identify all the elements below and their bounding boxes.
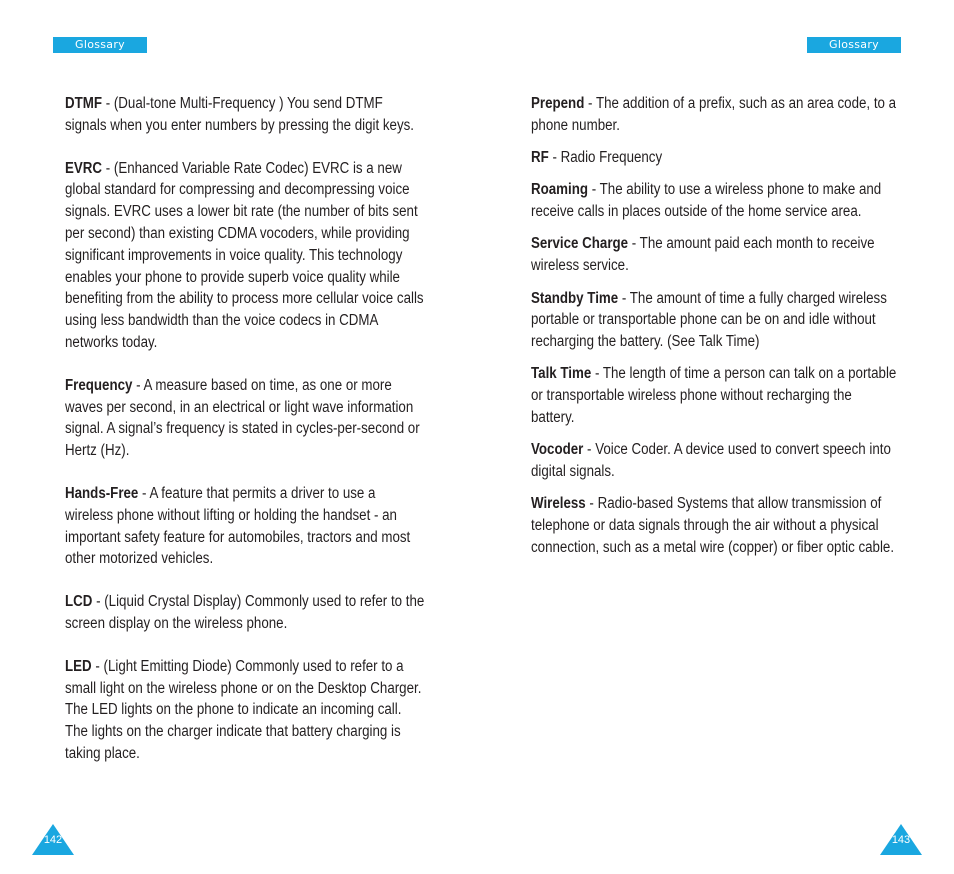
glossary-term: Standby Time xyxy=(531,289,619,307)
glossary-entry-prepend xyxy=(531,93,898,137)
glossary-definition: - The addition of a prefix, such as an area code, to a phone number. xyxy=(531,95,897,134)
glossary-entry-frequency xyxy=(65,375,424,462)
glossary-definition: - Voice Coder. A device used to convert speech into digital signals. xyxy=(531,441,891,481)
glossary-entry-dtmf xyxy=(65,93,424,137)
glossary-entry-led xyxy=(65,656,424,765)
section-tab-left: Glossary xyxy=(53,37,147,53)
glossary-entry-hands-free xyxy=(65,483,424,570)
glossary-term: RF xyxy=(531,149,549,167)
glossary-term: LCD xyxy=(65,593,93,611)
glossary-definition: - The amount paid each month to receive wireless service. xyxy=(531,235,875,275)
glossary-term: Service Charge xyxy=(531,235,629,253)
glossary-entry-standby-time xyxy=(531,288,898,353)
glossary-term: Frequency xyxy=(65,376,133,394)
page-number-left xyxy=(31,823,75,856)
glossary-definition: - A measure based on time, as one or more waves per second, in an electrical or light wave information signal. A signal’s frequency is stated in cycles-per-second or Hertz (Hz). xyxy=(65,376,420,460)
glossary-entry-talk-time xyxy=(531,363,898,428)
glossary-entry-lcd xyxy=(65,591,424,635)
glossary-term: Prepend xyxy=(531,95,585,112)
glossary-term: Vocoder xyxy=(531,441,584,459)
glossary-definition: - (Enhanced Variable Rate Codec) EVRC is a new global standard for compressing and decompressing voice signals. EVRC uses a lower bit rate (the number of bits sent per second) than existing CDMA vocoders, while providing significant improvements in voice quality. This technology enables your phone to provide superb voice quality while benefiting from the ability to process more cellular voice calls using less bandwidth than the voice codecs in CDMA networks today. xyxy=(65,159,424,351)
glossary-column-right xyxy=(531,93,898,569)
glossary-term: Hands-Free xyxy=(65,484,139,502)
glossary-term: DTMF xyxy=(65,95,103,112)
glossary-term: Talk Time xyxy=(531,365,592,383)
glossary-definition: - (Liquid Crystal Display) Commonly used to refer to the screen display on the wireless phone. xyxy=(65,593,425,632)
glossary-entry-service-charge xyxy=(531,233,898,277)
glossary-definition: - Radio Frequency xyxy=(548,149,663,167)
section-tab-right: Glossary xyxy=(807,37,901,53)
glossary-definition: - A feature that permits a driver to use a wireless phone without lifting or holding the handset - an important safety feature for automobiles, tractors and most other motorized vehicles. xyxy=(65,484,411,568)
glossary-definition: - The ability to use a wireless phone to make and receive calls in places outside of the home service area. xyxy=(531,181,882,221)
page-number-label: 143 xyxy=(891,834,911,846)
glossary-definition: - (Light Emitting Diode) Commonly used to refer to a small light on the wireless phone or on the Desktop Charger. The LED lights on the phone to indicate an incoming call. The lights on the charger indicate that battery charging is taking place. xyxy=(65,657,422,762)
glossary-entry-evrc xyxy=(65,158,424,354)
page-number-label: 142 xyxy=(43,834,63,846)
glossary-definition: - Radio-based Systems that allow transmission of telephone or data signals through the air without a physical connection, such as a metal wire (copper) or fiber optic cable. xyxy=(531,495,895,557)
glossary-entry-rf xyxy=(531,147,898,169)
glossary-definition: - (Dual-tone Multi-Frequency ) You send DTMF signals when you enter numbers by pressing the digit keys. xyxy=(65,95,414,134)
glossary-definition: - The amount of time a fully charged wireless portable or transportable phone can be on and idle without recharging the battery. (See Talk Time) xyxy=(531,289,887,351)
glossary-definition: - The length of time a person can talk on a portable or transportable wireless phone without recharging the battery. xyxy=(531,365,897,427)
glossary-entry-wireless xyxy=(531,493,898,558)
glossary-term: Wireless xyxy=(531,495,586,513)
page-number-right xyxy=(879,823,923,856)
glossary-column-left xyxy=(65,93,424,786)
glossary-term: LED xyxy=(65,657,92,675)
glossary-term: Roaming xyxy=(531,181,589,199)
glossary-term: EVRC xyxy=(65,159,103,177)
glossary-entry-vocoder xyxy=(531,439,898,483)
glossary-entry-roaming xyxy=(531,179,898,223)
